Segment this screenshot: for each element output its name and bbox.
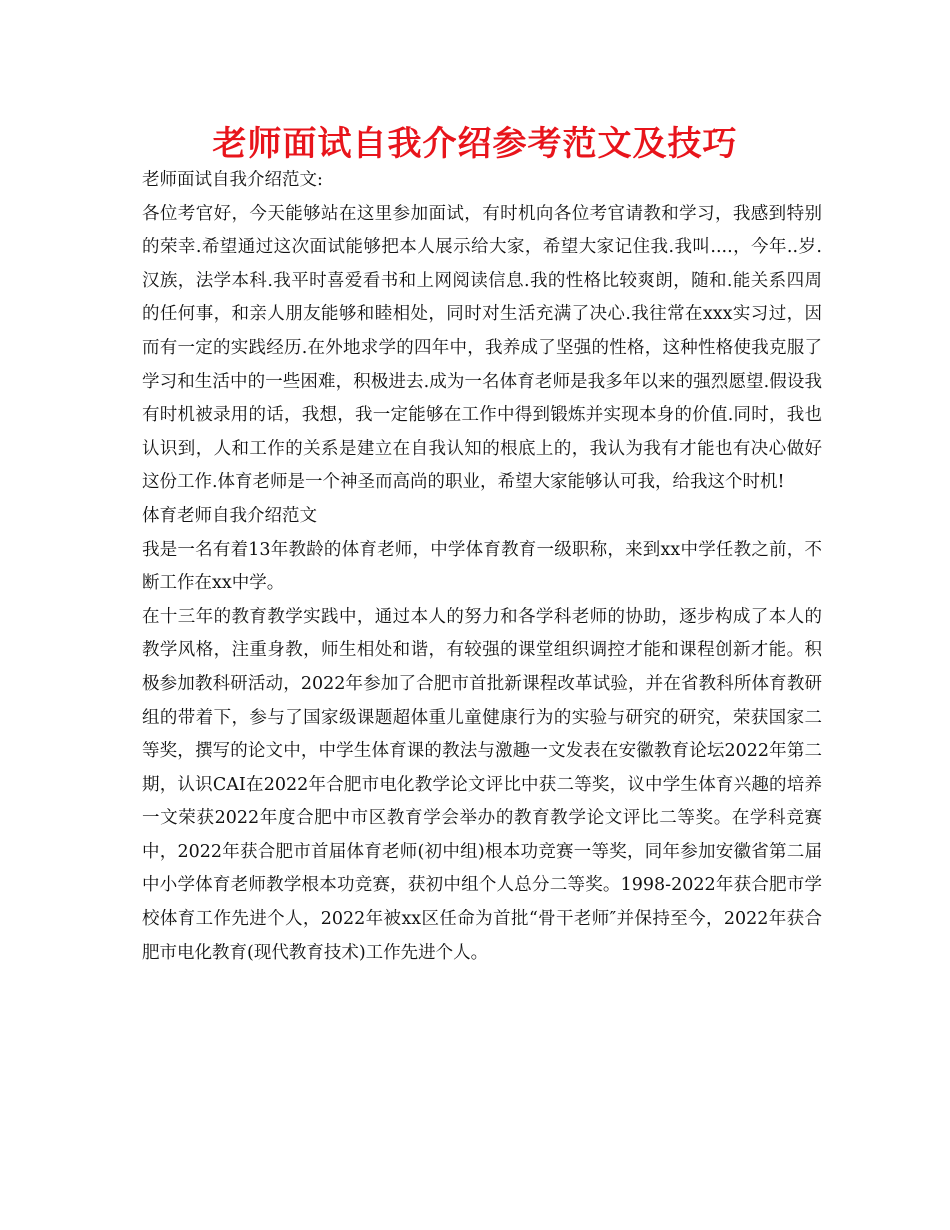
paragraph-self-intro: 各位考官好，今天能够站在这里参加面试，有时机向各位考官请教和学习，我感到特别的荣幸.希望通过这次面试能够把本人展示给大家，希望大家记住我.我叫....，今年..岁.汉族，法学本科.我平时喜爱看书和上网阅读信息.我的性格比较爽朗，随和.能关系四周的任何事，和亲人朋友能够和睦相处，同时对生活充满了决心.我往常在xxx实习过，因而有一定的实践经历.在外地求学的四年中，我养成了坚强的性格，这种性格使我克服了学习和生活中的一些困难，积极进去.成为一名体育老师是我多年以来的强烈愿望.假设我有时机被录用的话，我想，我一定能够在工作中得到锻炼并实现本身的价值.同时，我也认识到，人和工作的关系是建立在自我认知的根底上的，我认为我有才能也有决心做好这份工作.体育老师是一个神圣而高尚的职业，希望大家能够认可我，给我这个时机! [142,203,822,493]
paragraph-pe-teacher-intro: 我是一名有着13年教龄的体育老师，中学体育教育一级职称，来到xx中学任教之前，不断工作在xx中学。 [142,539,822,594]
document-body [142,164,822,970]
section-heading-pe-teacher: 体育老师自我介绍范文 [142,505,317,526]
document-title: 老师面试自我介绍参考范文及技巧 [212,124,738,164]
section-heading-sample: 老师面试自我介绍范文: [142,170,323,190]
paragraph-pe-teacher-achievements: 在十三年的教育教学实践中，通过本人的努力和各学科老师的协助，逐步构成了本人的教学风格，注重身教，师生相处和谐，有较强的课堂组织调控才能和课程创新才能。积极参加教科研活动，2022年参加了合肥市首批新课程改革试验，并在省教科所体育教研组的带着下，参与了国家级课题超体重儿童健康行为的实验与研究的研究，荣获国家二等奖，撰写的论文中，中学生体育课的教法与激趣一文发表在安徽教育论坛2022年第二期，认识CAI在2022年合肥市电化教学论文评比中获二等奖，议中学生体育兴趣的培养一文荣获2022年度合肥中市区教育学会举办的教育教学论文评比二等奖。在学科竞赛中，2022年获合肥市首届体育老师(初中组)根本功竞赛一等奖，同年参加安徽省第二届中小学体育老师教学根本功竞赛，获初中组个人总分二等奖。1998-2022年获合肥市学校体育工作先进个人，2022年被xx区任命为首批“骨干老师″并保持至今，2022年获合肥市电化教育(现代教育技术)工作先进个人。 [142,606,822,963]
